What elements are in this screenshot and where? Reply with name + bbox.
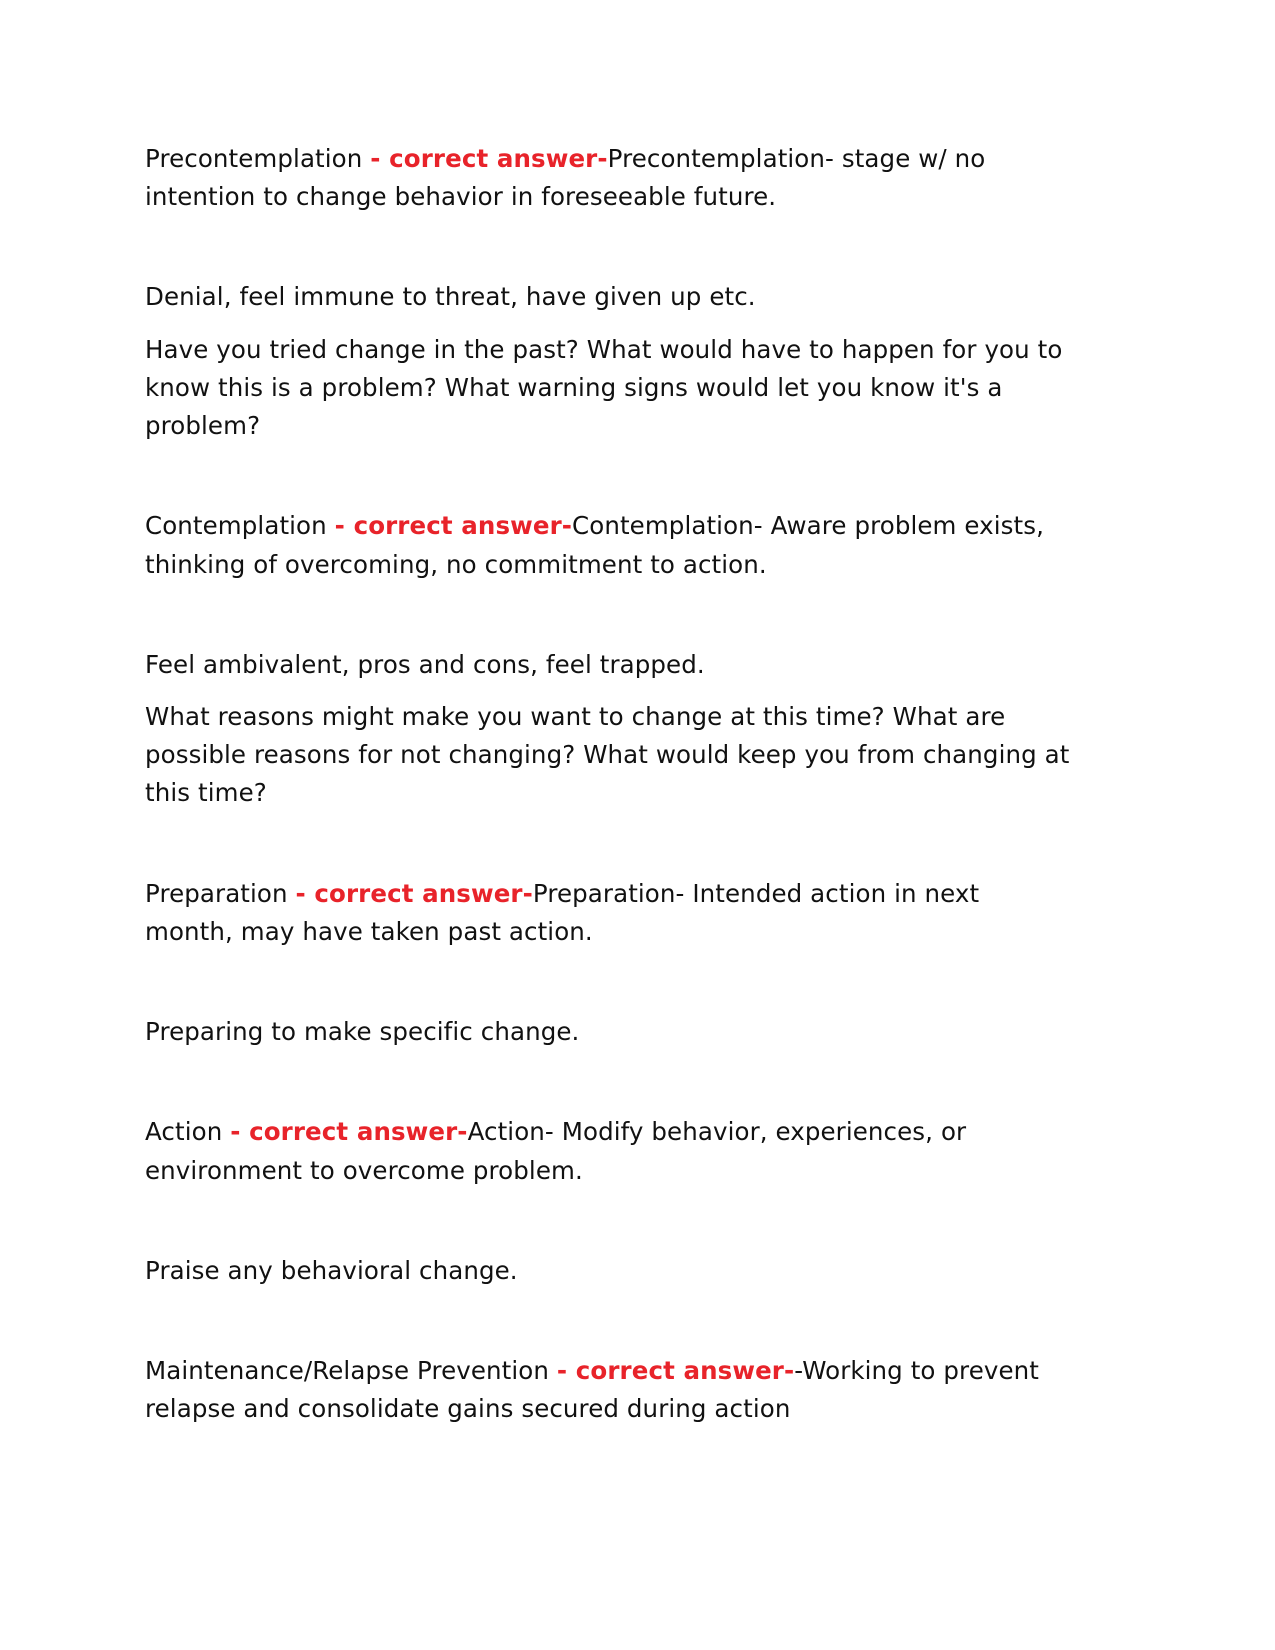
spacer [145, 1290, 1070, 1352]
correct-answer-marker: - correct answer- [556, 1355, 795, 1385]
answer-text: Precontemplation- stage w/ no intention to change behavior in foreseeable future. [145, 144, 986, 212]
correct-answer-marker: - correct answer- [370, 144, 608, 173]
detail-precontemplation-1: Denial, feel immune to threat, have given up etc. [145, 282, 756, 312]
spacer [145, 684, 1070, 698]
answer-text: Contemplation- Aware problem exists, thinking of overcoming, no commitment to action. [145, 511, 1044, 579]
spacer [145, 216, 1070, 278]
document-body [145, 140, 1070, 1428]
answer-text: Preparation- Intended action in next month, may have taken past action. [145, 878, 980, 946]
correct-answer-marker: - correct answer- [230, 1117, 468, 1147]
spacer [145, 317, 1070, 331]
qa-block-action [145, 1113, 1070, 1189]
detail-precontemplation-2: Have you tried change in the past? What would have to happen for you to know this is a problem? What warning signs would let you know it's a problem? [145, 334, 1063, 441]
detail-preparation-1: Preparing to make specific change. [145, 1017, 580, 1047]
qa-block-precontemplation [145, 140, 1070, 216]
qa-block-preparation [145, 875, 1070, 951]
correct-answer-marker: - correct answer- [295, 878, 533, 908]
answer-text: Action- Modify behavior, experiences, or environment to overcome problem. [145, 1117, 967, 1185]
detail-contemplation-2: What reasons might make you want to change at this time? What are possible reasons for not changing? What would keep you from changing at this time? [145, 701, 1070, 808]
spacer [145, 813, 1070, 875]
term-text: Action [145, 1117, 231, 1147]
spacer [145, 1051, 1070, 1113]
detail-contemplation-1: Feel ambivalent, pros and cons, feel trapped. [145, 649, 705, 679]
spacer [145, 584, 1070, 646]
term-text: Maintenance/Relapse Prevention [145, 1355, 557, 1385]
qa-block-contemplation [145, 507, 1070, 583]
spacer [145, 1190, 1070, 1252]
term-text: Contemplation [145, 511, 335, 541]
answer-text: -Working to prevent relapse and consolidate gains secured during action [145, 1355, 1039, 1424]
correct-answer-marker: - correct answer- [334, 511, 573, 541]
detail-action-1: Praise any behavioral change. [145, 1255, 518, 1285]
term-text: Precontemplation [145, 144, 371, 173]
term-text: Preparation [145, 878, 296, 908]
spacer [145, 951, 1070, 1013]
spacer [145, 445, 1070, 507]
qa-block-maintenance [145, 1352, 1070, 1428]
